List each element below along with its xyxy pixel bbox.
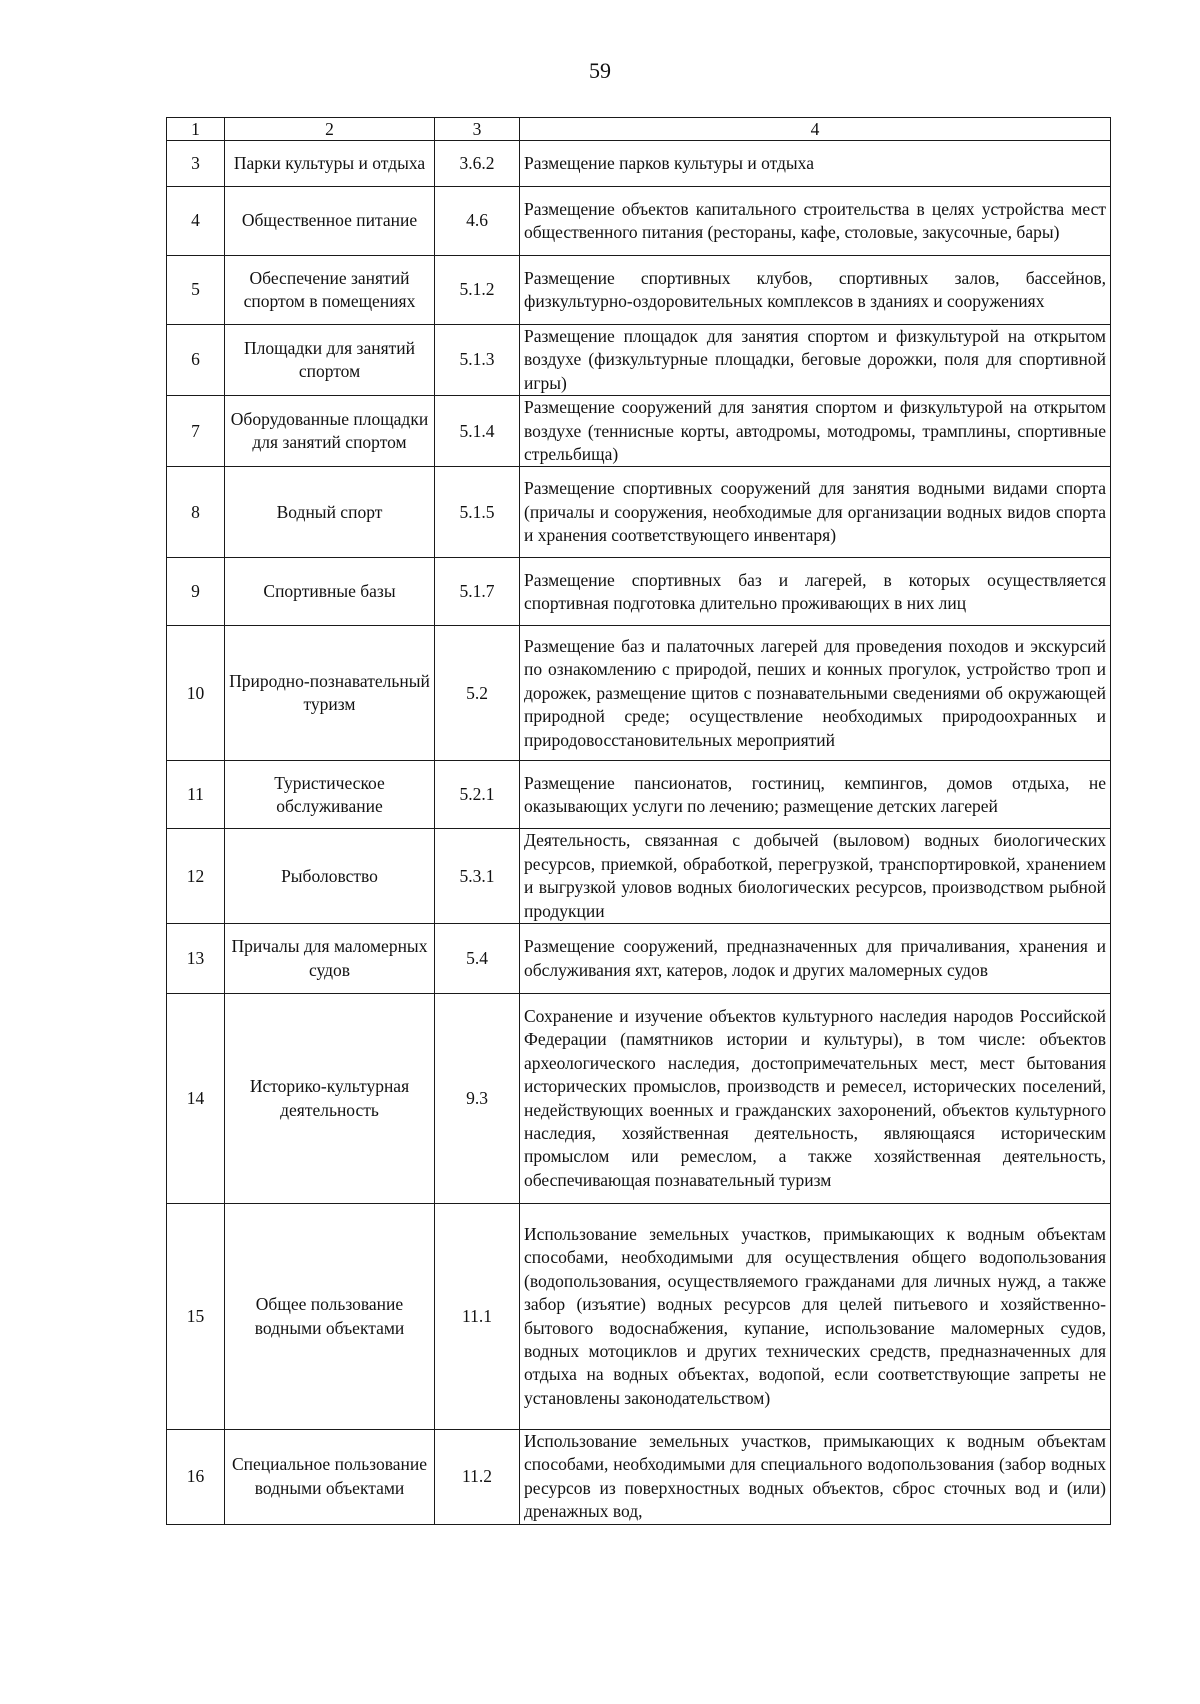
use-type-code-cell: 11.1 (435, 1204, 520, 1430)
row-number-cell: 9 (167, 558, 225, 626)
row-number-cell: 11 (167, 761, 225, 829)
row-number-cell: 12 (167, 829, 225, 924)
header-cell-4: 4 (520, 118, 1111, 141)
header-cell-1: 1 (167, 118, 225, 141)
use-type-code-cell: 5.2 (435, 626, 520, 761)
header-cell-3: 3 (435, 118, 520, 141)
table-row (167, 256, 1111, 325)
table-header-row (167, 118, 1111, 141)
use-type-description-cell: Размещение спортивных клубов, спортивных залов, бассейнов, физкультурно-оздоровительных комплексов в зданиях и сооружениях (520, 256, 1111, 325)
use-type-code-cell: 5.1.2 (435, 256, 520, 325)
header-cell-2: 2 (225, 118, 435, 141)
use-type-description-cell: Деятельность, связанная с добычей (выловом) водных биологических ресурсов, приемкой, обработкой, перегрузкой, транспортировкой, хранением и выгрузкой уловов водных биологических ресурсов, производством рыбной продукции (520, 829, 1111, 924)
table-row (167, 187, 1111, 256)
table-row (167, 829, 1111, 924)
use-type-description-cell: Размещение спортивных баз и лагерей, в которых осуществляется спортивная подготовка длительно проживающих в них лиц (520, 558, 1111, 626)
table-row (167, 467, 1111, 558)
use-type-name-cell: Общественное питание (225, 187, 435, 256)
use-type-code-cell: 5.2.1 (435, 761, 520, 829)
use-type-code-cell: 11.2 (435, 1430, 520, 1525)
use-type-name-cell: Спортивные базы (225, 558, 435, 626)
row-number-cell: 3 (167, 141, 225, 187)
use-type-name-cell: Туристическое обслуживание (225, 761, 435, 829)
row-number-cell: 10 (167, 626, 225, 761)
use-type-description-cell: Сохранение и изучение объектов культурного наследия народов Российской Федерации (памятников истории и культуры), в том числе: объектов археологического наследия, достопримечательных мест, мест бытования исторических промыслов, производств и ремесел, исторических поселений, недействующих военных и гражданских захоронений, объектов культурного наследия, хозяйственная деятельность, являющаяся историческим промыслом или ремеслом, а также хозяйственная деятельность, обеспечивающая познавательный туризм (520, 994, 1111, 1204)
use-type-name-cell: Специальное пользование водными объектами (225, 1430, 435, 1525)
row-number-cell: 14 (167, 994, 225, 1204)
use-type-code-cell: 3.6.2 (435, 141, 520, 187)
land-use-table (166, 117, 1111, 1525)
row-number-cell: 7 (167, 396, 225, 467)
table-row (167, 994, 1111, 1204)
use-type-name-cell: Общее пользование водными объектами (225, 1204, 435, 1430)
use-type-name-cell: Обеспечение занятий спортом в помещениях (225, 256, 435, 325)
use-type-code-cell: 5.1.5 (435, 467, 520, 558)
use-type-description-cell: Размещение баз и палаточных лагерей для проведения походов и экскурсий по ознакомлению с природой, пеших и конных прогулок, устройство троп и дорожек, размещение щитов с познавательными сведениями об окружающей природной среде; осуществление необходимых природоохранных и природовосстановительных мероприятий (520, 626, 1111, 761)
table-row (167, 396, 1111, 467)
use-type-description-cell: Размещение парков культуры и отдыха (520, 141, 1111, 187)
use-type-name-cell: Площадки для занятий спортом (225, 325, 435, 396)
row-number-cell: 15 (167, 1204, 225, 1430)
use-type-description-cell: Размещение сооружений для занятия спортом и физкультурой на открытом воздухе (теннисные корты, автодромы, мотодромы, трамплины, спортивные стрельбища) (520, 396, 1111, 467)
use-type-code-cell: 4.6 (435, 187, 520, 256)
use-type-code-cell: 5.3.1 (435, 829, 520, 924)
use-type-name-cell: Водный спорт (225, 467, 435, 558)
use-type-code-cell: 5.1.4 (435, 396, 520, 467)
row-number-cell: 6 (167, 325, 225, 396)
use-type-code-cell: 5.1.3 (435, 325, 520, 396)
table-row (167, 626, 1111, 761)
use-type-description-cell: Размещение площадок для занятия спортом и физкультурой на открытом воздухе (физкультурные площадки, беговые дорожки, поля для спортивной игры) (520, 325, 1111, 396)
use-type-description-cell: Размещение пансионатов, гостиниц, кемпингов, домов отдыха, не оказывающих услуги по лечению; размещение детских лагерей (520, 761, 1111, 829)
use-type-name-cell: Оборудованные площадки для занятий спортом (225, 396, 435, 467)
row-number-cell: 16 (167, 1430, 225, 1525)
row-number-cell: 5 (167, 256, 225, 325)
table-row (167, 558, 1111, 626)
table-row (167, 325, 1111, 396)
use-type-name-cell: Природно-познавательный туризм (225, 626, 435, 761)
row-number-cell: 13 (167, 924, 225, 994)
use-type-code-cell: 5.4 (435, 924, 520, 994)
use-type-description-cell: Размещение объектов капитального строительства в целях устройства мест общественного питания (рестораны, кафе, столовые, закусочные, бары) (520, 187, 1111, 256)
use-type-name-cell: Парки культуры и отдыха (225, 141, 435, 187)
use-type-name-cell: Рыболовство (225, 829, 435, 924)
page-number: 59 (589, 58, 611, 83)
row-number-cell: 4 (167, 187, 225, 256)
use-type-description-cell: Размещение спортивных сооружений для занятия водными видами спорта (причалы и сооружения, необходимые для организации водных видов спорта и хранения соответствующего инвентаря) (520, 467, 1111, 558)
table-row (167, 924, 1111, 994)
table-row (167, 1430, 1111, 1525)
use-type-name-cell: Историко-культурная деятельность (225, 994, 435, 1204)
table-row (167, 141, 1111, 187)
use-type-code-cell: 5.1.7 (435, 558, 520, 626)
table-row (167, 1204, 1111, 1430)
table-row (167, 761, 1111, 829)
row-number-cell: 8 (167, 467, 225, 558)
use-type-description-cell: Использование земельных участков, примыкающих к водным объектам способами, необходимыми для специального водопользования (забор водных ресурсов из поверхностных водных объектов, сброс сточных вод и (или) дренажных вод, (520, 1430, 1111, 1525)
use-type-description-cell: Размещение сооружений, предназначенных для причаливания, хранения и обслуживания яхт, катеров, лодок и других маломерных судов (520, 924, 1111, 994)
use-type-code-cell: 9.3 (435, 994, 520, 1204)
use-type-name-cell: Причалы для маломерных судов (225, 924, 435, 994)
use-type-description-cell: Использование земельных участков, примыкающих к водным объектам способами, необходимыми для осуществления общего водопользования (водопользования, осуществляемого гражданами для личных нужд, а также забор (изъятие) водных ресурсов для целей питьевого и хозяйственно-бытового водоснабжения, купание, использование маломерных судов, водных мотоциклов и других технических средств, предназначенных для отдыха на водных объектах, водопой, если соответствующие запреты не установлены законодательством) (520, 1204, 1111, 1430)
